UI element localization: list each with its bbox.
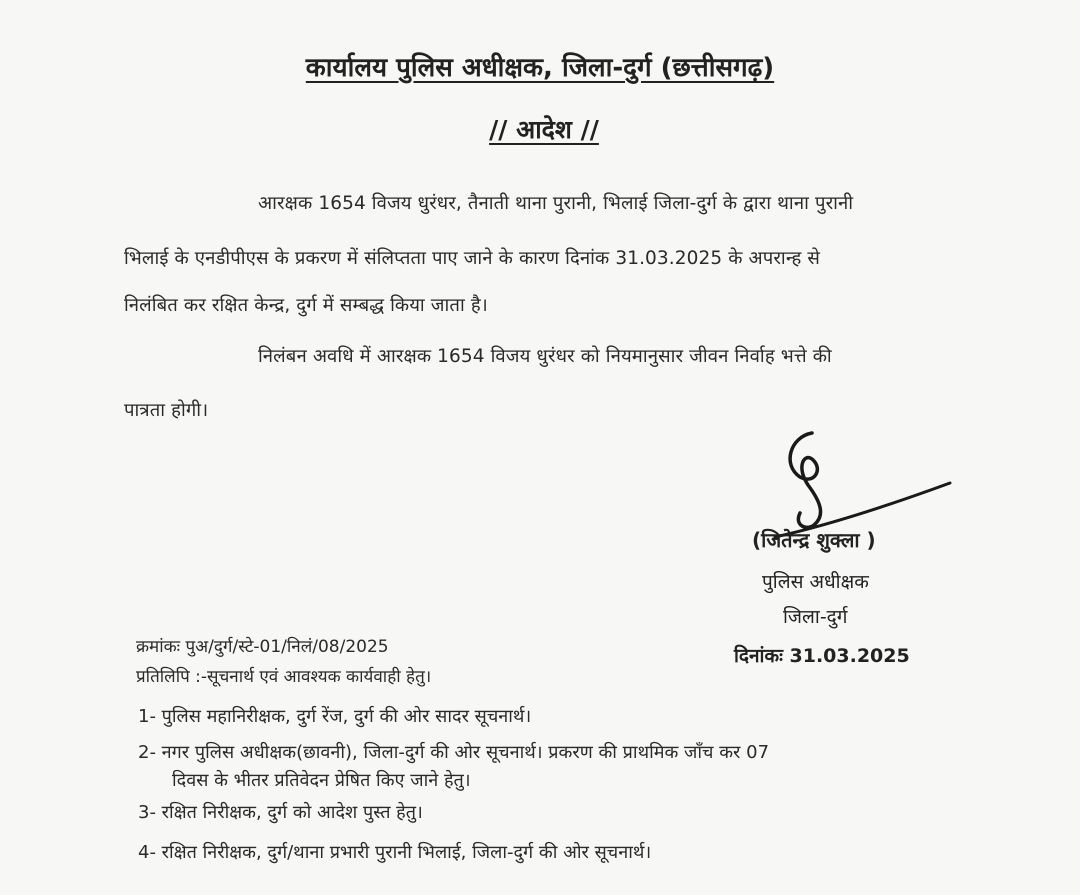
signatory-designation: पुलिस अधीक्षक — [762, 571, 869, 593]
signatory-name: (जितेन्द्र शुक्ला ) — [752, 528, 876, 552]
signatory-date: दिनांकः 31.03.2025 — [734, 645, 910, 667]
copy-to-line: प्रतिलिपि :-सूचनार्थ एवं आवश्यक कार्यवाही हेतु। — [136, 667, 432, 687]
list-item: 1- पुलिस महानिरीक्षक, दुर्ग रेंज, दुर्ग की ओर सादर सूचनार्थ। — [138, 706, 532, 727]
para1-line2: भिलाई के एनडीपीएस के प्रकरण में संलिप्तता पाए जाने के कारण दिनांक 31.03.2025 के अपरान्ह से — [124, 248, 820, 269]
list-item: 3- रक्षित निरीक्षक, दुर्ग को आदेश पुस्त हेतु। — [138, 802, 423, 823]
order-title: // आदेश // — [489, 115, 599, 144]
list-item: दिवस के भीतर प्रतिवेदन प्रेषित किए जाने हेतु। — [172, 770, 471, 791]
para1-line1: आरक्षक 1654 विजय धुरंधर, तैनाती थाना पुरानी, भिलाई जिला-दुर्ग के द्वारा थाना पुरानी — [258, 193, 854, 214]
reference-number: क्रमांकः पुअ/दुर्ग/स्टे-01/निलं/08/2025 — [136, 637, 389, 657]
para2-line2: पात्रता होगी। — [124, 400, 209, 421]
list-item: 2- नगर पुलिस अधीक्षक(छावनी), जिला-दुर्ग की ओर सूचनार्थ। प्रकरण की प्राथमिक जाँच कर 07 — [138, 742, 770, 763]
para2-line1: निलंबन अवधि में आरक्षक 1654 विजय धुरंधर को नियमानुसार जीवन निर्वाह भत्ते की — [258, 346, 832, 367]
list-item: 4- रक्षित निरीक्षक, दुर्ग/थाना प्रभारी पुरानी भिलाई, जिला-दुर्ग की ओर सूचनार्थ। — [138, 842, 652, 863]
office-title: कार्यालय पुलिस अधीक्षक, जिला-दुर्ग (छत्तीसगढ़) — [305, 53, 775, 83]
signatory-district: जिला-दुर्ग — [783, 606, 848, 628]
para1-line3: निलंबित कर रक्षित केन्द्र, दुर्ग में सम्बद्ध किया जाता है। — [124, 295, 488, 316]
